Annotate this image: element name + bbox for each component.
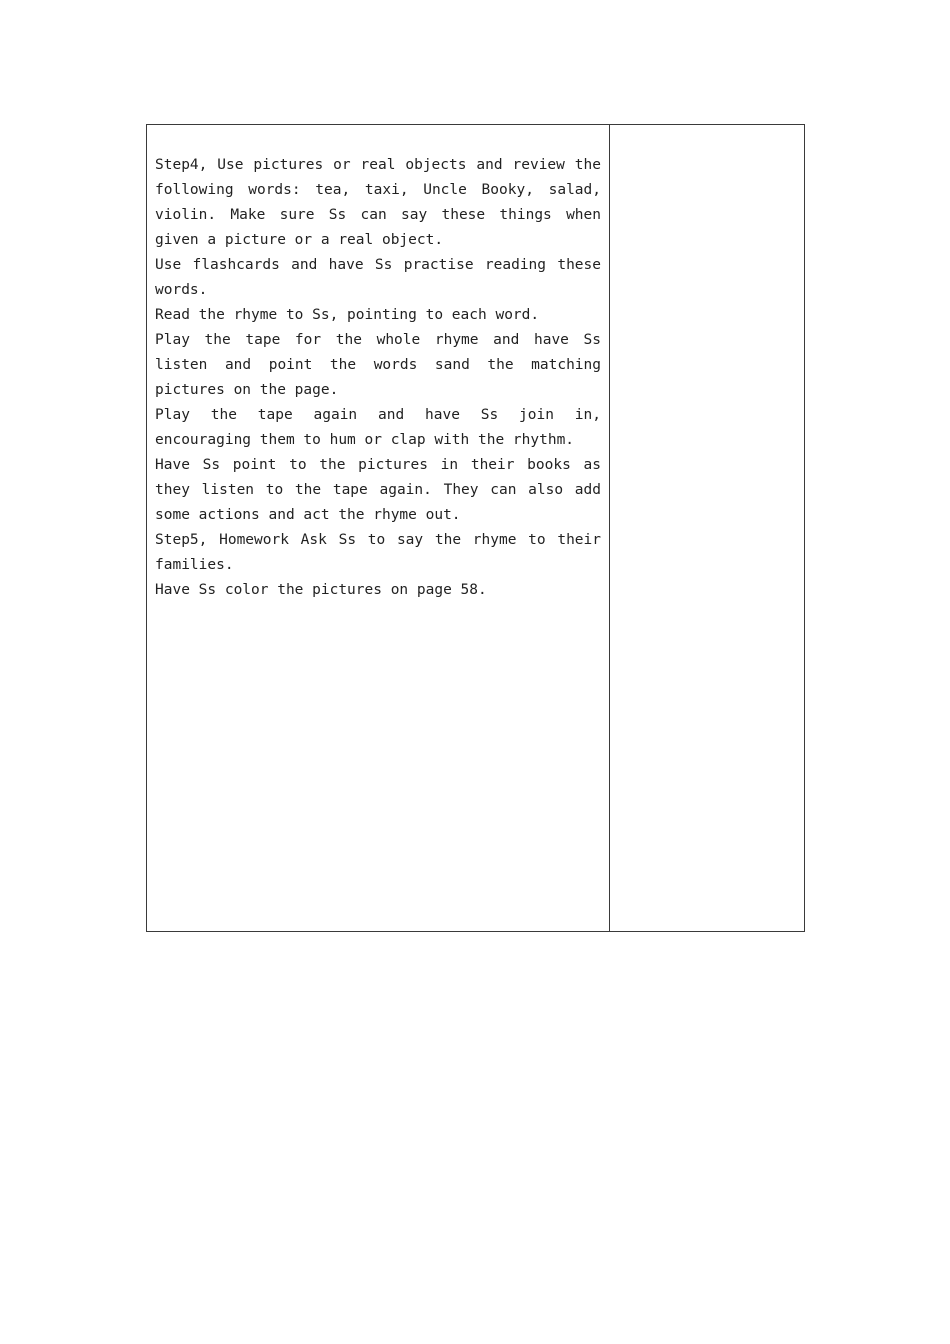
point-pictures-paragraph: Have Ss point to the pictures in their books as they listen to the tape again. They can also add some actions and act the rhyme out. — [155, 457, 601, 523]
color-pictures-paragraph: Have Ss color the pictures on page 58. — [155, 582, 487, 598]
flashcards-paragraph: Use flashcards and have Ss practise reading these words. — [155, 257, 601, 298]
step4-paragraph: Step4, Use pictures or real objects and review the following words: tea, taxi, Uncle Booky, salad, violin. Make sure Ss can say these things when given a picture or a real object. — [155, 157, 601, 248]
step5-homework-paragraph: Step5, Homework Ask Ss to say the rhyme to their families. — [155, 532, 601, 573]
play-tape-paragraph: Play the tape for the whole rhyme and have Ss listen and point the words sand the matching pictures on the page. — [155, 332, 601, 398]
lesson-plan-table — [146, 124, 805, 932]
teaching-procedure-cell — [147, 125, 610, 931]
play-tape-again-paragraph: Play the tape again and have Ss join in, encouraging them to hum or clap with the rhythm. — [155, 407, 601, 448]
notes-cell — [610, 125, 804, 931]
read-rhyme-paragraph: Read the rhyme to Ss, pointing to each word. — [155, 307, 540, 323]
